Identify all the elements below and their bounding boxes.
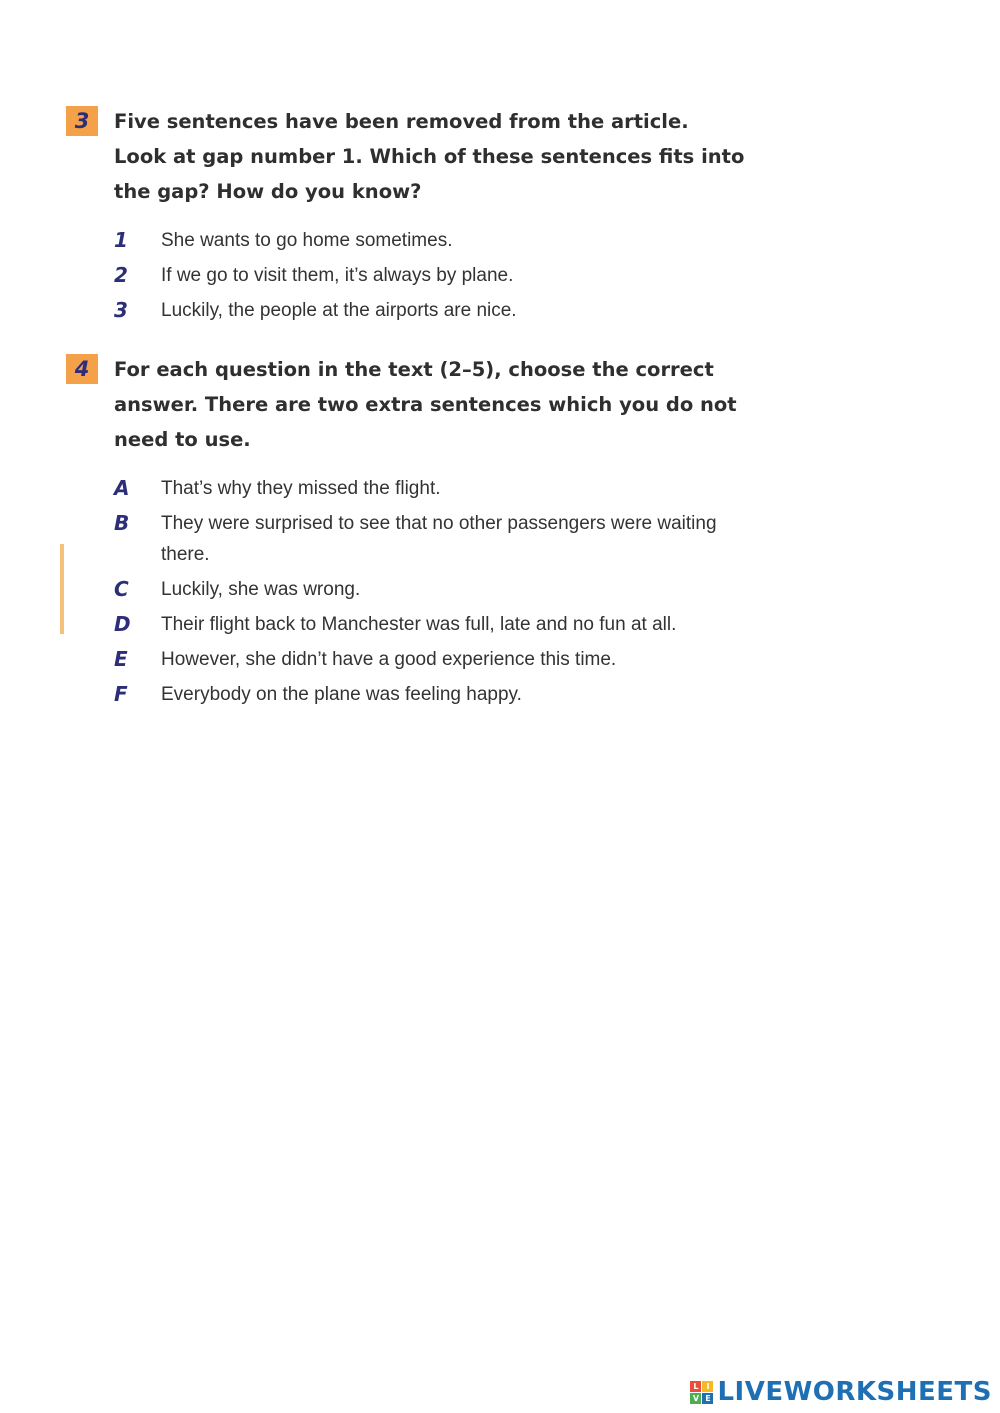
sentence-list bbox=[114, 473, 746, 710]
exercise-3 bbox=[66, 104, 746, 330]
logo-letter: V bbox=[690, 1393, 701, 1404]
item-marker: F bbox=[114, 682, 128, 706]
item-text: Everybody on the plane was feeling happy. bbox=[161, 684, 522, 705]
list-item bbox=[114, 260, 746, 291]
item-text: However, she didn’t have a good experience this time. bbox=[161, 649, 617, 670]
list-item bbox=[114, 295, 746, 326]
item-text: That’s why they missed the flight. bbox=[161, 478, 441, 499]
item-marker: B bbox=[114, 511, 130, 535]
item-marker: 3 bbox=[114, 298, 128, 322]
item-text: She wants to go home sometimes. bbox=[161, 230, 453, 251]
margin-highlight-line bbox=[60, 544, 64, 634]
list-item bbox=[114, 473, 746, 504]
item-text: If we go to visit them, it’s always by plane. bbox=[161, 265, 514, 286]
exercise-instruction: Five sentences have been removed from the article. Look at gap number 1. Which of these sentences fits into the gap? How do you know? bbox=[114, 110, 745, 203]
item-text: Their flight back to Manchester was full, late and no fun at all. bbox=[161, 614, 677, 635]
exercise-4 bbox=[66, 352, 746, 714]
item-marker: D bbox=[114, 612, 131, 636]
item-text: Luckily, she was wrong. bbox=[161, 579, 361, 600]
list-item bbox=[114, 644, 746, 675]
liveworksheets-logo-icon bbox=[690, 1381, 713, 1404]
list-item bbox=[114, 609, 746, 640]
liveworksheets-watermark[interactable] bbox=[690, 1377, 992, 1407]
item-marker: A bbox=[114, 476, 130, 500]
list-item bbox=[114, 508, 746, 570]
list-item bbox=[114, 679, 746, 710]
item-marker: E bbox=[114, 647, 128, 671]
watermark-text: LIVEWORKSHEETS bbox=[717, 1377, 992, 1407]
list-item bbox=[114, 574, 746, 605]
exercise-number-badge: 3 bbox=[66, 106, 98, 136]
item-marker: C bbox=[114, 577, 129, 601]
item-text: They were surprised to see that no other passengers were waiting there. bbox=[161, 513, 717, 565]
item-marker: 1 bbox=[114, 228, 128, 252]
list-item bbox=[114, 225, 746, 256]
logo-letter: E bbox=[702, 1393, 713, 1404]
item-marker: 2 bbox=[114, 263, 128, 287]
sentence-list bbox=[114, 225, 746, 326]
item-text: Luckily, the people at the airports are nice. bbox=[161, 300, 517, 321]
exercise-number-badge: 4 bbox=[66, 354, 98, 384]
logo-letter: I bbox=[702, 1381, 713, 1392]
logo-letter: L bbox=[690, 1381, 701, 1392]
exercise-instruction: For each question in the text (2–5), choose the correct answer. There are two extra sentences which you do not need to use. bbox=[114, 358, 737, 451]
